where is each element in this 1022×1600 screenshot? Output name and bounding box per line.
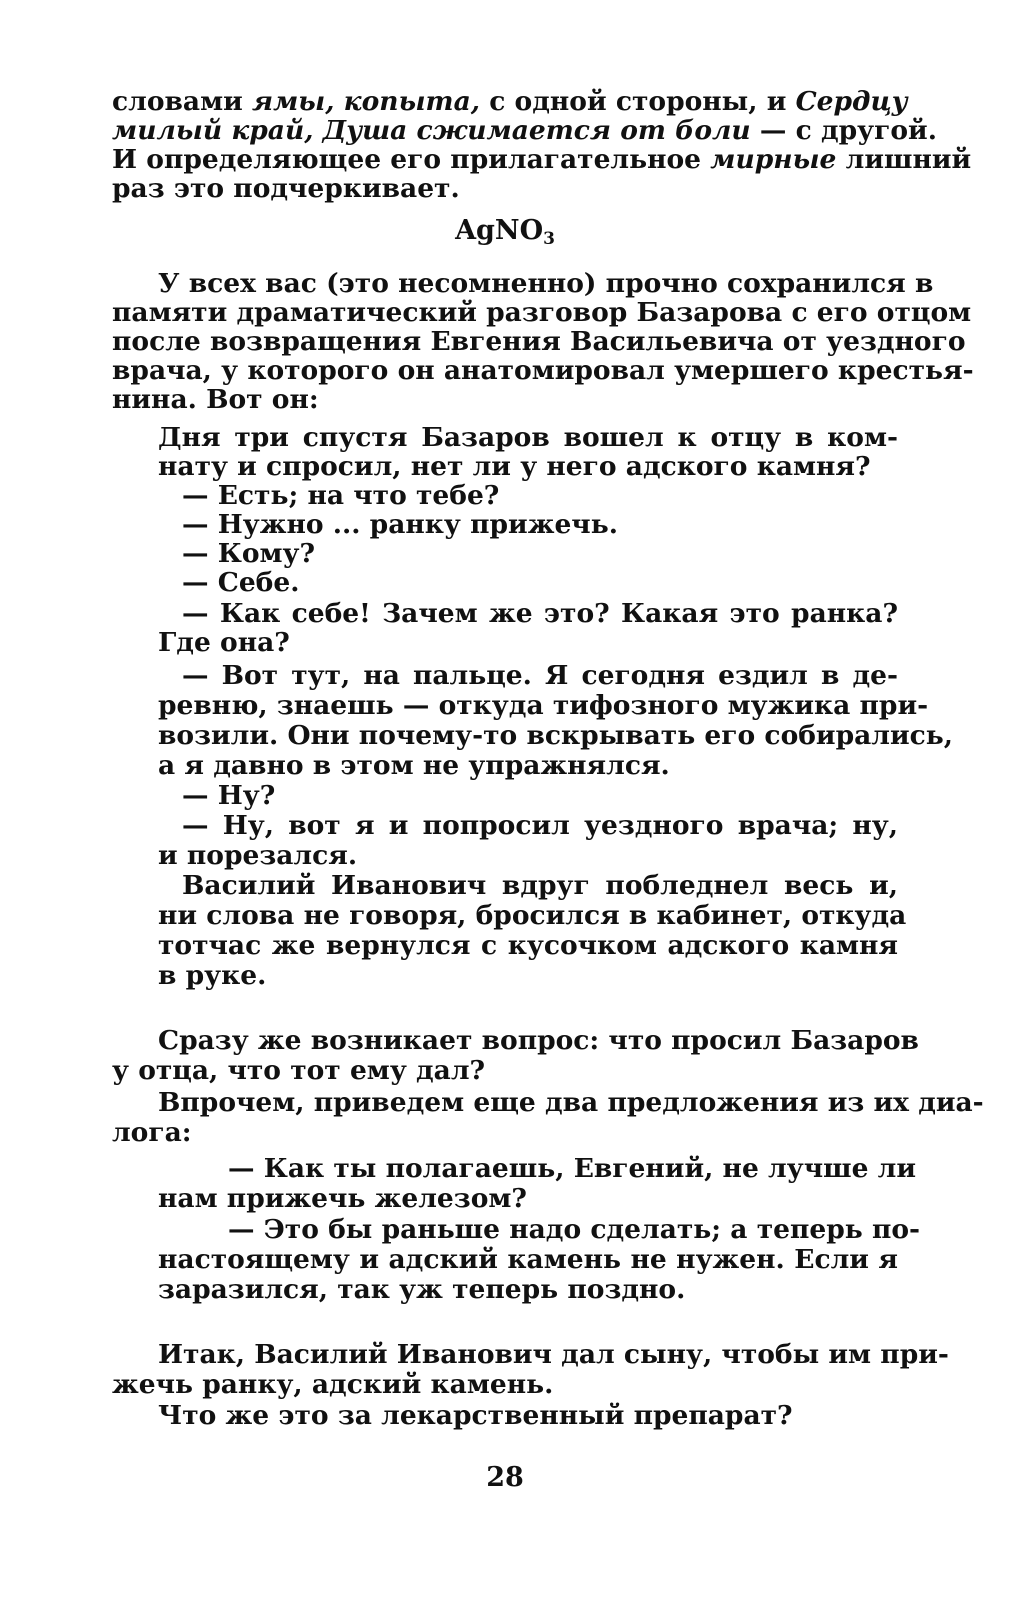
para1-line: врача, у которого он анатомировал умершего крестья- (112, 355, 974, 386)
para1-line: после возвращения Евгения Васильевича от уездного (112, 326, 966, 357)
para2-line: Впрочем, приведем еще два предложения из их диа- (158, 1087, 984, 1118)
quote1-line: — Вот тут, на пальце. Я сегодня ездил в де- (182, 660, 898, 691)
para2-line: лога: (112, 1117, 192, 1148)
text-run: — с другой. (750, 115, 937, 146)
quote2-line: — Как ты полагаешь, Евгений, не лучше ли (228, 1153, 916, 1184)
quote1-line: а я давно в этом не упражнялся. (158, 750, 670, 781)
para2-line: у отца, что тот ему дал? (112, 1055, 486, 1086)
quote1-line: — Как себе! Зачем же это? Какая это ранка? (182, 598, 898, 629)
quote1-line: — Ну? (182, 780, 276, 811)
italic-quote: милый край, Душа сжимается от боли (112, 115, 751, 146)
quote2-line: настоящему и адский камень не нужен. Если я (158, 1244, 898, 1275)
text-run: И определяющее его прилагательное (112, 144, 711, 175)
quote1-line: — Кому? (182, 538, 316, 569)
page-number: 28 (486, 1462, 524, 1493)
quote1-line: — Себе. (182, 567, 300, 598)
quote2-line: — Это бы раньше надо сделать; а теперь по- (228, 1214, 921, 1245)
para1-line: У всех вас (это несомненно) прочно сохранился в (158, 268, 934, 299)
para3-line: Что же это за лекарственный препарат? (158, 1400, 793, 1431)
para3-line: Итак, Василий Иванович дал сыну, чтобы им при- (158, 1339, 949, 1370)
intro-line-3 (112, 144, 972, 176)
para1-line: памяти драматический разговор Базарова с его отцом (112, 297, 972, 328)
heading-text: AgNO (455, 215, 544, 246)
para1-line: нина. Вот он: (112, 384, 319, 415)
quote1-line: Где она? (158, 627, 290, 658)
quote1-line: — Ну, вот я и попросил уездного врача; ну, (182, 810, 898, 841)
italic-quote: Сердцу (795, 86, 908, 117)
quote1-line: и порезался. (158, 840, 358, 871)
text-run: словами (112, 86, 252, 117)
quote1-line: нату и спросил, нет ли у него адского камня? (158, 451, 871, 482)
quote1-line: в руке. (158, 960, 267, 991)
intro-line-4: раз это подчеркивает. (112, 173, 460, 204)
intro-line-1 (112, 86, 908, 118)
text-run: лишний (836, 144, 972, 175)
para3-line: жечь ранку, адский камень. (112, 1369, 554, 1400)
section-heading (112, 213, 898, 257)
para2-line: Сразу же возникает вопрос: что просил Базаров (158, 1025, 919, 1056)
intro-line-2 (112, 115, 937, 147)
quote1-line: тотчас же вернулся с кусочком адского камня (158, 930, 898, 961)
quote1-line: возили. Они почему-то вскрывать его собирались, (158, 720, 953, 751)
quote1-line: Василий Иванович вдруг побледнел весь и, (182, 870, 898, 901)
quote1-line: ревню, знаешь — откуда тифозного мужика при- (158, 690, 929, 721)
text-run: с одной стороны, и (479, 86, 796, 117)
italic-quote: мирные (710, 144, 837, 175)
italic-quote: ямы, копыта, (251, 86, 480, 117)
quote2-line: заразился, так уж теперь поздно. (158, 1274, 686, 1305)
quote1-line: — Нужно ... ранку прижечь. (182, 509, 618, 540)
quote1-line: — Есть; на что тебе? (182, 480, 500, 511)
heading-subscript: 3 (543, 229, 555, 249)
quote1-line: Дня три спустя Базаров вошел к отцу в ком- (158, 422, 898, 453)
quote1-line: ни слова не говоря, бросился в кабинет, откуда (158, 900, 907, 931)
quote2-line: нам прижечь железом? (158, 1183, 527, 1214)
